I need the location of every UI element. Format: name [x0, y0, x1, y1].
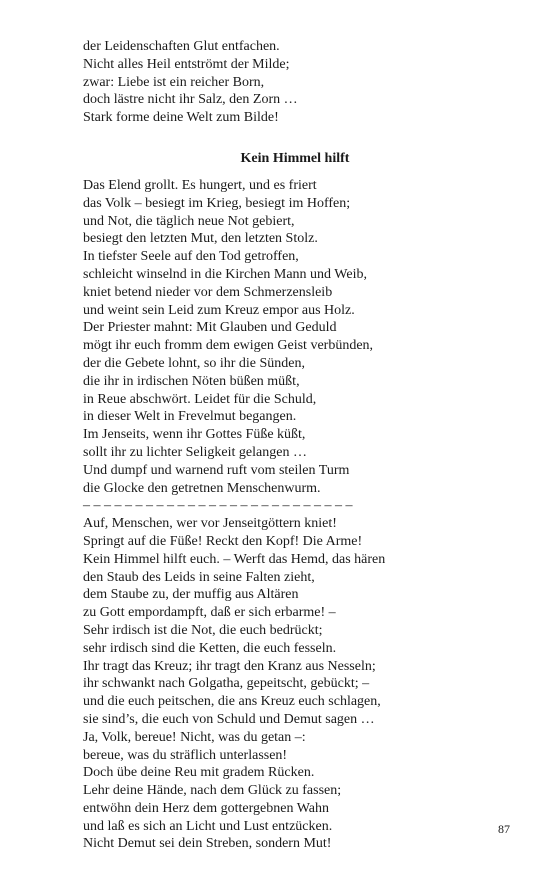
verse-line: ihr schwankt nach Golgatha, gepeitscht, gebückt; –: [83, 676, 370, 692]
poem-title: Kein Himmel hilft: [240, 151, 350, 166]
verse-line: Der Priester mahnt: Mit Glauben und Geduld: [83, 320, 337, 336]
verse-line: in dieser Welt in Frevelmut begangen.: [83, 409, 297, 425]
verse-line: Nicht Demut sei dein Streben, sondern Mut!: [83, 836, 332, 852]
verse-line: Nicht alles Heil entströmt der Milde;: [83, 56, 290, 72]
verse-line: Ja, Volk, bereue! Nicht, was du getan –:: [83, 729, 306, 745]
verse-line: Kein Himmel hilft euch. – Werft das Hemd, das hären: [83, 551, 386, 567]
verse-line: sehr irdisch sind die Ketten, die euch fesseln.: [83, 640, 337, 656]
verse-line: zwar: Liebe ist ein reicher Born,: [83, 74, 265, 90]
verse-line: und laß es sich an Licht und Lust entzücken.: [83, 818, 333, 834]
verse-line: entwöhn dein Herz dem gottergebnen Wahn: [83, 800, 330, 816]
verse-line: zu Gott empordampft, daß er sich erbarme! –: [83, 605, 336, 621]
verse-line: die Glocke den getretnen Menschenwurm.: [83, 480, 321, 496]
verse-line: doch lästre nicht ihr Salz, den Zorn …: [83, 92, 298, 108]
verse-line: besiegt den letzten Mut, den letzten Stolz.: [83, 231, 318, 247]
verse-line: das Volk – besiegt im Krieg, besiegt im Hoffen;: [83, 195, 351, 211]
verse-line: und weint sein Leid zum Kreuz empor aus Holz.: [83, 302, 355, 318]
verse-line: in Reue abschwört. Leidet für die Schuld,: [83, 391, 317, 407]
verse-line: Sehr irdisch ist die Not, die euch bedrückt;: [83, 622, 323, 638]
verse-line: die ihr in irdischen Nöten büßen müßt,: [83, 373, 300, 389]
verse-line: – – – – – – – – – – – – – – – – – – – – – – – – – –: [83, 498, 353, 514]
verse-line: Ihr tragt das Kreuz; ihr tragt den Kranz aus Nesseln;: [83, 658, 376, 674]
stanza-continuation: [83, 38, 503, 127]
verse-line: Auf, Menschen, wer vor Jenseitgöttern kniet!: [83, 516, 337, 532]
verse-line: mögt ihr euch fromm dem ewigen Geist verbünden,: [83, 338, 374, 354]
verse-line: schleicht winselnd in die Kirchen Mann und Weib,: [83, 266, 367, 282]
verse-line: Im Jenseits, wenn ihr Gottes Füße küßt,: [83, 427, 306, 443]
verse-line: Lehr deine Hände, nach dem Glück zu fassen;: [83, 783, 342, 799]
verse-line: sollt ihr zu lichter Seligkeit gelangen …: [83, 444, 307, 460]
verse-line: sie sind’s, die euch von Schuld und Demut sagen …: [83, 711, 375, 727]
verse-line: Und dumpf und warnend ruft vom steilen Turm: [83, 462, 350, 478]
verse-line: der Leidenschaften Glut entfachen.: [83, 39, 280, 54]
verse-line: Doch übe deine Reu mit gradem Rücken.: [83, 765, 315, 781]
poem-body: [83, 177, 503, 853]
verse-line: Stark forme deine Welt zum Bilde!: [83, 110, 279, 126]
verse-line: und Not, die täglich neue Not gebiert,: [83, 213, 295, 229]
page-number: 87: [498, 822, 510, 836]
verse-line: In tiefster Seele auf den Tod getroffen,: [83, 249, 299, 265]
verse-line: kniet betend nieder vor dem Schmerzensleib: [83, 284, 333, 300]
verse-line: der die Gebete lohnt, so ihr die Sünden,: [83, 355, 306, 371]
verse-line: Das Elend grollt. Es hungert, und es friert: [83, 178, 317, 193]
verse-line: den Staub des Leids in seine Falten zieht,: [83, 569, 315, 585]
verse-line: und die euch peitschen, die ans Kreuz euch schlagen,: [83, 694, 381, 710]
verse-line: Springt auf die Füße! Reckt den Kopf! Die Arme!: [83, 533, 363, 549]
verse-line: bereue, was du sträflich unterlassen!: [83, 747, 288, 763]
verse-line: dem Staube zu, der muffig aus Altären: [83, 587, 299, 603]
